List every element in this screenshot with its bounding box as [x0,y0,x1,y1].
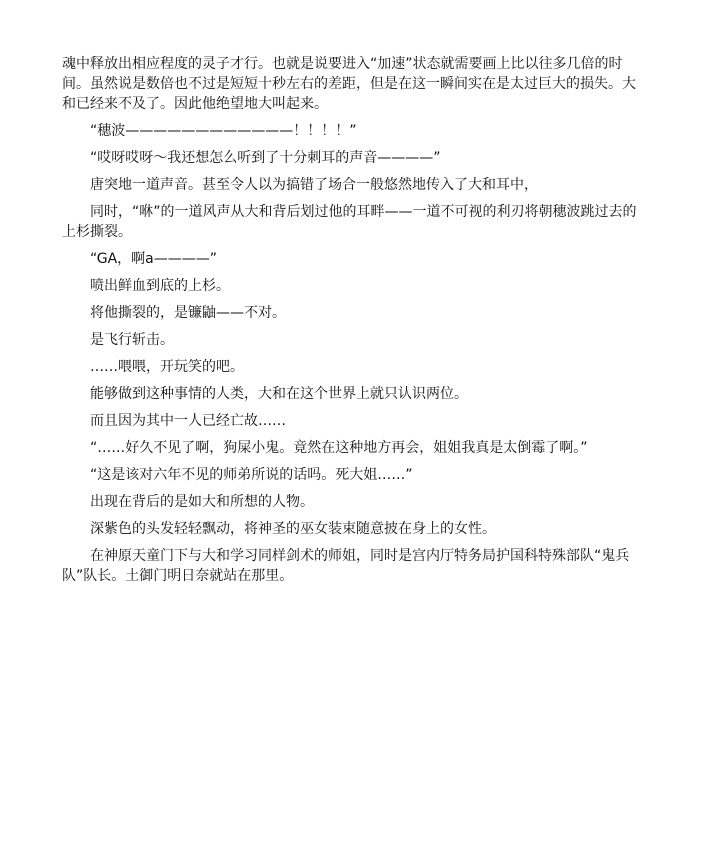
paragraph: “GA，啊a————” [90,251,218,267]
paragraph: 出现在背后的是如大和所想的人物。 [90,494,314,510]
paragraph: “……好久不见了啊，狗屎小鬼。竟然在这种地方再会，姐姐我真是太倒霉了啊。” [90,440,588,456]
paragraph: 同时，“咻”的一道风声从大和背后划过他的耳畔——一道不可视的利刃将朝穗波跳过去的上杉撕裂。 [62,204,637,240]
paragraph: “哎呀哎呀～我还想怎么听到了十分刺耳的声音————” [90,150,441,166]
paragraph: 而且因为其中一人已经亡故…… [90,413,286,429]
paragraph: 喷出鲜血到底的上杉。 [90,278,230,294]
paragraph: 唐突地一道声音。甚至令人以为搞错了场合一般悠然地传入了大和耳中， [90,177,538,193]
paragraph: “穗波————————————！！！！” [90,123,357,139]
paragraph: 能够做到这种事情的人类，大和在这个世界上就只认识两位。 [90,386,468,402]
paragraph: 是飞行斩击。 [90,332,174,348]
paragraph: “这是该对六年不见的师弟所说的话吗。死大姐……” [90,467,413,483]
paragraph: 深紫色的头发轻轻飘动，将神圣的巫女装束随意披在身上的女性。 [90,521,496,537]
paragraph: 魂中释放出相应程度的灵子才行。也就是说要进入“加速”状态就需要画上比以往多几倍的时间。虽然说是数倍也不过是短短十秒左右的差距，但是在这一瞬间实在是太过巨大的损失。大和已经来不及了。因此他绝望地大叫起来。 [62,56,636,112]
paragraph: 在神原天童门下与大和学习同样剑术的师姐，同时是宫内厅特务局护国科特殊部队“鬼兵队”队长。土御门明日奈就站在那里。 [62,548,630,584]
document-page [62,54,644,593]
paragraph: 将他撕裂的，是镰鼬——不对。 [90,305,286,321]
paragraph: ……喂喂，开玩笑的吧。 [90,359,244,375]
